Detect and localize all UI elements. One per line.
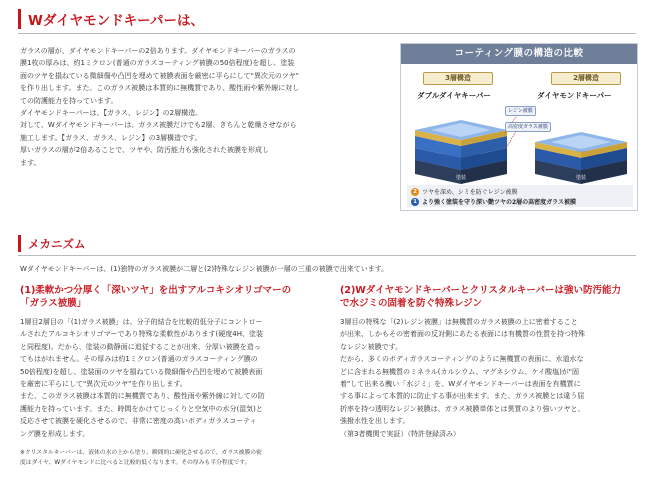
legend-number-badge: 2	[411, 188, 419, 196]
text-line: 50倍程度)を超し、塗装面のツヤを損ねている微細傷や凸凹を埋めて被膜表面	[20, 367, 263, 376]
column2-heading	[340, 285, 621, 310]
text-line: ての防護能力を持っています。	[20, 96, 118, 105]
text-line: が出来、しかもその密着面の反対側にあたる表面には有機質の性質を持つ特殊	[340, 330, 585, 339]
diagram-legend	[407, 185, 633, 207]
text-line: だから、多くのボディガラスコーティングのように無機質の表面に、水道水な	[340, 355, 584, 364]
text-line: (1)柔軟かつ分厚く「深いツヤ」を出すアルコキシオリゴマーの	[20, 285, 292, 296]
text-line: 1層目2層目の「(1)ガラス被膜」は、分子的結合を比較的低分子にコントロー	[20, 318, 263, 326]
legend-item-resin	[411, 187, 517, 196]
section-heading-mechanism	[18, 235, 86, 252]
glass-callout: 高密度ガラス被膜	[505, 122, 551, 132]
left-product-name: ダブルダイヤキーパー	[417, 91, 491, 100]
text-line: ルされたアルコキシオリゴマーであり特殊な柔軟性があります(硬度4H、塗装	[20, 330, 263, 339]
legend-text-glass: より強く塗装を守り深い艶ツヤの2層の高密度ガラス被膜	[422, 199, 576, 206]
mechanism-intro: Wダイヤモンドキーパーは、(1)独特のガラス被膜が二層と(2)特殊なレジン被膜が一層の三重の被膜で出来ています。	[20, 265, 389, 273]
section-heading-wdiamond	[18, 9, 204, 29]
text-line: 折率を持つ透明なレジン被膜は、ガラス被膜単体とは異質のより強いツヤと、	[340, 404, 585, 413]
text-line: 反応させて被膜を硬化させるので、非常に密度の高いボディガラスコーティ	[20, 417, 257, 426]
section-title: Wダイヤモンドキーパーは、	[28, 13, 204, 29]
text-line: 面のツヤを損ねている微細傷や凸凹を埋めて被膜表面を厳密に平らにして"異次元のツヤ"	[20, 71, 299, 80]
text-line: する事によって本質的に防止する事が出来ます。また、ガラス被膜とは違う屈	[340, 392, 585, 401]
text-line: 膜1枚の厚みは、約1ミクロン(普通のガラスコーティング被膜の50倍程度)を超し、塗装	[20, 59, 295, 68]
right-base-label: 塗装	[575, 175, 587, 181]
text-line: で水ジミの固着を防ぐ特殊レジン	[340, 297, 483, 309]
text-line: ダイヤモンドキーパーは、【ガラス、レジン】の2層構造。	[20, 109, 203, 118]
heading-accent-bar	[18, 235, 21, 252]
text-line: また、このガラス被膜は本質的に無機質であり、酸性雨や紫外線に対しての防	[20, 392, 265, 401]
resin-callout: レジン被膜	[505, 106, 536, 116]
text-line: 度はダイヤ、Wダイヤモンドに比べると比較的低くなります。その厚みも半分程度です。	[20, 460, 251, 466]
text-line: 対して、Wダイヤモンドキーパーは、ガラス被膜だけでも2層、きちんと乾燥させながら	[20, 121, 297, 130]
text-line: 「ガラス被膜」	[20, 297, 87, 309]
intro-paragraph	[20, 45, 299, 169]
text-line: 着"して出来る醜い「水ジミ」を、Wダイヤモンドキーパーは表面を有機質に	[340, 380, 581, 389]
text-line: を厳密に平らにして"異次元のツヤ"を作り出します。	[20, 380, 187, 389]
section-title: メカニズム	[28, 236, 86, 251]
heading-accent-bar	[18, 9, 21, 29]
right-product-name: ダイヤモンドキーパー	[537, 91, 612, 100]
text-line: 3層目の特殊な「(2)レジン被膜」は無機質のガラス被膜の上に密着すること	[340, 318, 578, 326]
text-line: （第3者機関で実証）（特許登録済み）	[340, 429, 460, 438]
coating-structure-diagram	[400, 43, 638, 211]
column1-paragraph	[20, 316, 265, 440]
text-line: ング膜を形成します。	[20, 429, 90, 438]
text-line: ガラスの層が、ダイヤモンドキーパーの2倍あります。ダイヤモンドキーパーのガラスの	[20, 47, 296, 55]
legend-text-resin: ツヤを深め、シミを防ぐレジン被膜	[422, 189, 518, 196]
column2-paragraph	[340, 316, 585, 440]
text-line: なレジン被膜です。	[340, 342, 403, 351]
section-divider	[18, 33, 636, 34]
text-line: どに含まれる無機質のミネラル(カルシウム、マグネシウム、ケイ酸塩)が"固	[340, 367, 580, 376]
text-line: ます。	[20, 158, 41, 167]
diagram-title: コーティング膜の構造の比較	[401, 44, 637, 64]
legend-item-glass	[411, 197, 576, 206]
text-line: 厚いガラスの層が2倍あることで、ツヤや、防汚能力も強化された被膜を形成し	[20, 146, 269, 155]
section-divider	[18, 255, 636, 256]
text-line: を作り出します。また、このガラス被膜は本質的に無機質であり、酸性雨や紫外線に対し	[20, 84, 300, 93]
text-line: 強撥水性を出します。	[340, 417, 410, 426]
text-line: と同程度)。だから、塗装の動静面に追従することが出来、分厚い被膜を造っ	[20, 342, 261, 351]
column1-note	[20, 448, 262, 468]
left-base-label: 塗装	[455, 175, 467, 181]
text-line: (2)Wダイヤモンドキーパーとクリスタルキーパーは強い防汚能力	[340, 285, 621, 296]
legend-number-badge: 1	[411, 198, 419, 206]
text-line: ※クリスタルキーパーは、液体の水の上から塗り、瞬間的に硬化させるので、ガラス被膜の密	[20, 450, 262, 456]
text-line: 護能力を持っています。また、時間をかけてじっくりと空気中の水分(湿気)と	[20, 404, 263, 413]
text-line: てもはがれません。その厚みは約1ミクロン(普通のガラスコーティング膜の	[20, 355, 258, 364]
text-line: 施工します。【ガラス、ガラス、レジン】の3層構造です。	[20, 133, 202, 142]
two-layer-label: 2層構造	[551, 72, 621, 85]
three-layer-label: 3層構造	[423, 72, 493, 85]
column1-heading	[20, 285, 291, 310]
